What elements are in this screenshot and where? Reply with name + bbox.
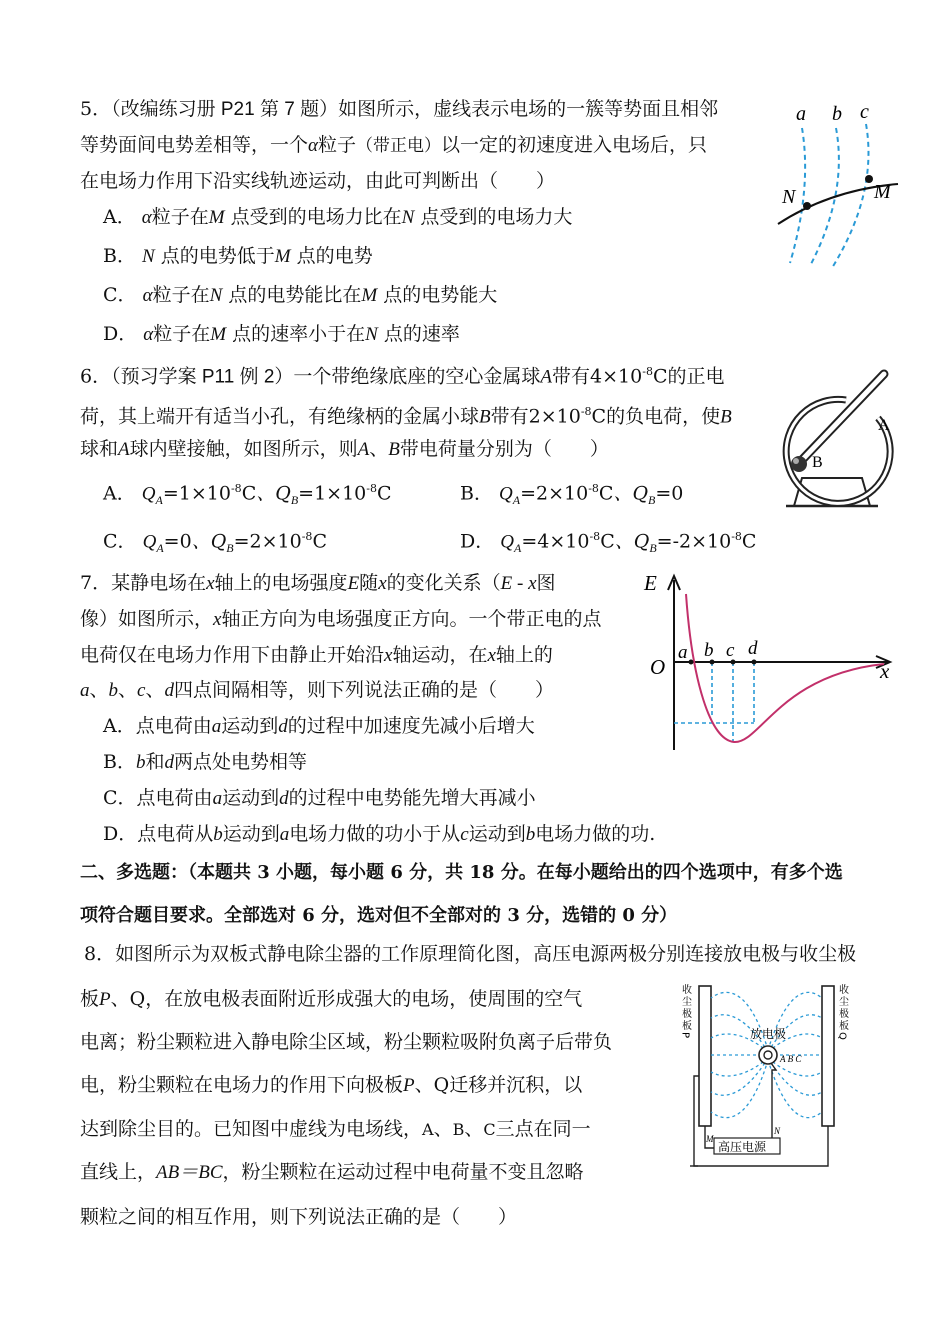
q7-x: x <box>487 645 496 666</box>
section2-heading-line1: 二、多选题：（本题共 3 小题，每小题 6 分，共 18 分。在每小题给出的四个选项中，有多个选 <box>80 862 843 883</box>
q7-text-1c: 随 <box>359 572 379 594</box>
q5-d-text1: 粒子在 <box>153 323 211 345</box>
q7-a-text3: 的过程中加速度先减小后增大 <box>287 715 535 737</box>
q5-point-M <box>865 175 873 183</box>
q7-option-c[interactable] <box>103 786 536 811</box>
q7-text-3a: 电荷仅在电场力作用下由静止开始沿 <box>80 644 385 666</box>
q6-A: A <box>357 439 370 460</box>
q6-a-unit2: C <box>376 482 392 505</box>
q8-precipitator-figure <box>672 970 864 1168</box>
q8-label-abc: A B C <box>780 1054 802 1064</box>
q6-line1 <box>80 360 725 389</box>
q5-alpha: α <box>308 135 318 156</box>
q6-text-3a: 球和 <box>80 438 119 460</box>
q6-b-Q: Q <box>499 483 513 505</box>
q6-text-3c: 、 <box>369 438 389 460</box>
q7-d-text4: 运动到 <box>468 823 526 845</box>
q6-line2 <box>80 400 732 429</box>
q7-d-text5: 电场力做的功. <box>535 823 656 845</box>
q5-c-text2: 点的电势能比在 <box>228 284 362 306</box>
q5-alpha: α <box>143 324 154 345</box>
q7-label-a: a <box>678 642 688 663</box>
q8-text-4a: 电，粉尘颗粒在电场力的作用下向极板 <box>80 1074 404 1096</box>
q8-text-5a: 达到除尘目的。已知图中虚线为电场线， <box>80 1118 423 1140</box>
q5-label-M: M <box>874 181 891 203</box>
q5-equipotential-figure <box>770 98 910 270</box>
q6-d-v2: =-2×10 <box>656 530 732 553</box>
q5-stem-2b: 粒子 <box>318 134 357 156</box>
q7-d-var-b2: b <box>525 824 536 845</box>
q8-Q: Q <box>433 1074 450 1096</box>
q5-option-c[interactable] <box>103 283 497 308</box>
q8-label-N: N <box>774 1126 781 1136</box>
q6-option-a[interactable] <box>103 477 392 512</box>
q8-text-6b: ，粉尘颗粒在运动过程中电荷量不变且忽略 <box>222 1161 584 1183</box>
q6-text-2b: 带有 <box>490 405 529 428</box>
q7-sep1: 、 <box>89 679 109 701</box>
q8-line5 <box>80 1117 591 1142</box>
q7-label-d: d <box>748 638 758 659</box>
q6-a-unit1: C <box>241 482 257 505</box>
q5-option-d-label: D． <box>103 323 138 345</box>
q8-text-2b: ，在放电极表面附近形成强大的电场，使周围的空气 <box>145 988 583 1010</box>
q6-option-d[interactable] <box>460 525 756 560</box>
q8-electrode-core <box>764 1051 772 1059</box>
q7-c-text2: 运动到 <box>222 787 280 809</box>
q5-option-a[interactable] <box>103 205 572 230</box>
q6-a-Q: Q <box>141 483 156 505</box>
q7-b-text1: 和 <box>145 751 165 773</box>
q6-charge2: 2×10 <box>528 405 581 428</box>
q5-a-N: N <box>401 207 415 228</box>
q6-b-v2: =0 <box>655 482 684 505</box>
q8-label-plate-P: 收尘极板P <box>679 984 691 1041</box>
q8-label-electrode: 放电极 <box>750 1027 787 1041</box>
q7-b-var-b: b <box>135 752 146 773</box>
q6-label-B: B <box>812 454 823 471</box>
q6-text-1b: 带有 <box>552 365 591 388</box>
q5-stem-1: 如图所示，虚线表示电场的一簇等势面且相邻 <box>338 98 719 120</box>
q6-d-Q: Q <box>500 531 515 553</box>
q6-unit1: C <box>652 365 668 388</box>
q5-stem-2a: 等势面间电势差相等，一个 <box>80 134 309 156</box>
q7-d-text3: 电场力做的功小于从 <box>289 823 461 845</box>
q7-a: a <box>80 680 90 701</box>
q7-c: c <box>137 680 146 701</box>
q6-text-1a: 一个带绝缘底座的空心金属球 <box>293 365 541 388</box>
q8-P: P <box>99 989 111 1010</box>
q7-d-var-c: c <box>460 824 469 845</box>
q6-ball-highlight <box>793 458 799 464</box>
q7-text-1d: 的变化关系（ <box>386 572 501 594</box>
q5-line2 <box>80 133 707 158</box>
q7-c-text1: 点电荷由 <box>136 787 213 809</box>
q6-charge1: 4×10 <box>590 365 643 388</box>
q7-c-var-d: d <box>279 788 289 809</box>
q5-option-b[interactable] <box>103 244 373 269</box>
q6-B: B <box>479 406 491 428</box>
q6-c-Q2: 、Q <box>191 530 227 553</box>
q6-option-d-label: D． <box>460 530 495 553</box>
q7-line1 <box>80 571 556 596</box>
q7-x: x <box>378 573 387 594</box>
q6-a-subB: B <box>290 493 299 508</box>
q7-text-4b: 四点间隔相等，则下列说法正确的是（ ） <box>173 679 554 701</box>
q8-line6 <box>80 1160 584 1185</box>
q6-B: B <box>388 439 400 460</box>
q5-d-text2: 点的速率小于在 <box>232 323 366 345</box>
q5-point-N <box>803 202 811 210</box>
q7-x: x <box>206 573 215 594</box>
q6-a-Q2: 、Q <box>256 482 291 505</box>
q7-field-curve <box>686 594 884 742</box>
q8-plate-P <box>699 986 711 1126</box>
q6-A: A <box>540 366 553 388</box>
q6-c-exp: -8 <box>301 530 313 543</box>
q6-a-exp2: -8 <box>366 482 377 495</box>
q5-b-N: N <box>142 246 155 267</box>
q5-d-text3: 点的速率 <box>383 323 460 345</box>
q8-plate-Q <box>822 986 834 1126</box>
q5-d-M: M <box>210 324 227 345</box>
q6-c-subA: A <box>156 541 164 556</box>
q6-line3 <box>80 437 609 462</box>
q5-b-M: M <box>274 246 291 267</box>
q6-a-v1: =1×10 <box>162 482 231 505</box>
q8-P: P <box>403 1075 415 1096</box>
q5-a-text3: 点受到的电场力大 <box>420 206 573 228</box>
q7-point-a <box>689 660 694 665</box>
q6-b-Q2: 、Q <box>613 482 649 505</box>
q7-E: E <box>347 573 360 594</box>
q8-sep: 、 <box>414 1074 434 1096</box>
q5-a-text1: 粒子在 <box>151 206 209 228</box>
q6-option-c[interactable] <box>103 525 327 560</box>
q7-text-3b: 轴运动，在 <box>392 644 488 666</box>
q6-c-Q: Q <box>142 531 157 553</box>
q7-label-b: b <box>704 640 714 661</box>
q6-A: A <box>118 439 130 460</box>
q8-text-2a: 板 <box>80 988 100 1010</box>
q6-option-b[interactable] <box>460 477 683 512</box>
q6-a-v2: =1×10 <box>298 482 367 505</box>
q5-option-b-label: B． <box>103 245 136 267</box>
q8-text-5b: 三点在同一 <box>495 1118 591 1140</box>
q6-c-subB: B <box>226 541 234 556</box>
q5-label-N: N <box>782 186 796 208</box>
q7-option-a[interactable] <box>103 714 535 739</box>
q8-text-6a: 直线上， <box>80 1161 157 1183</box>
q6-text-2c: 的负电荷，使 <box>606 405 721 428</box>
q7-point-d <box>752 660 757 665</box>
q7-line2 <box>80 607 601 632</box>
q7-text-1e: 图 <box>536 572 556 594</box>
q7-line4 <box>80 678 554 703</box>
q5-c-N: N <box>209 285 223 306</box>
q5-label-a: a <box>796 103 806 125</box>
q7-label-E: E <box>644 571 657 595</box>
q7-e-x-graph <box>640 570 900 755</box>
q8-Q: Q <box>129 988 146 1010</box>
q6-text-2a: 荷，其上端开有适当小孔，有绝缘柄的金属小球 <box>80 405 480 428</box>
q5-d-N: N <box>365 324 378 345</box>
q7-ex: E - x <box>500 573 537 594</box>
q5-alpha: α <box>142 285 153 306</box>
q8-line7: 颗粒之间的相互作用，则下列说法正确的是（ ） <box>80 1206 518 1228</box>
q6-b-unit1: C <box>598 482 614 505</box>
q6-metal-sphere-figure <box>772 366 912 516</box>
q6-c-v2: =2×10 <box>233 530 302 553</box>
q5-number: 5． <box>80 98 112 120</box>
q7-label-O: O <box>650 655 666 679</box>
q5-stem-2d: 以一定的初速度进入电场后，只 <box>441 134 708 156</box>
q6-d-unit1: C <box>600 530 615 553</box>
q6-c-v1: =0 <box>163 530 192 553</box>
q7-label-x: x <box>880 659 890 683</box>
q8-sep: 、 <box>433 1118 453 1140</box>
q7-label-c: c <box>726 640 735 661</box>
q7-d-text1: 点电荷从 <box>137 823 214 845</box>
q7-text-3c: 轴上的 <box>495 644 553 666</box>
q6-option-b-label: B． <box>460 482 493 505</box>
q6-a-subA: A <box>155 493 163 508</box>
q7-text-1a: 某静电场在 <box>111 572 207 594</box>
q7-b-text2: 两点处电势相等 <box>173 751 307 773</box>
q6-small-ball-B <box>791 456 807 472</box>
q8-line3: 电离；粉尘颗粒进入静电除尘区域，粉尘颗粒吸附负离子后带负 <box>80 1031 613 1053</box>
q7-a-text2: 运动到 <box>221 715 279 737</box>
q6-text-3d: 带电荷量分别为（ ） <box>399 438 609 460</box>
q5-c-text1: 粒子在 <box>152 284 210 306</box>
q5-stem-2c: （带正电） <box>356 136 442 156</box>
q6-option-c-label: C． <box>103 530 137 553</box>
q7-d-text2: 运动到 <box>222 823 280 845</box>
q7-text-2b: 轴正方向为电场强度正方向。一个带正电的点 <box>221 608 602 630</box>
q7-a-text1: 点电荷由 <box>135 715 212 737</box>
q7-c-var-a: a <box>212 788 223 809</box>
q5-line1 <box>80 97 718 122</box>
q6-d-subB: B <box>649 541 657 556</box>
q7-option-d[interactable] <box>103 822 655 847</box>
q8-sep: 、 <box>110 988 130 1010</box>
q7-option-d-label: D． <box>103 823 138 845</box>
q7-x: x <box>384 645 393 666</box>
q7-option-c-label: C． <box>103 787 137 809</box>
q6-label-A: A <box>878 417 890 434</box>
q5-stem-3: 在电场力作用下沿实线轨迹运动，由此可判断出（ ） <box>80 170 556 192</box>
q7-d: d <box>164 680 174 701</box>
q5-a-M: M <box>208 207 225 228</box>
q7-line3 <box>80 643 553 668</box>
q7-option-a-label: A． <box>103 715 136 737</box>
q8-label-power: 高压电源 <box>718 1140 767 1154</box>
q7-sep3: 、 <box>145 679 165 701</box>
q6-unit2: C <box>591 405 607 428</box>
q8-line2 <box>80 987 582 1012</box>
q8-A: A <box>422 1120 434 1139</box>
q5-option-d[interactable] <box>103 322 460 347</box>
q7-b-var-d: d <box>164 752 174 773</box>
q6-d-unit2: C <box>741 530 757 553</box>
q6-number: 6． <box>80 365 112 388</box>
q7-d-var-a: a <box>279 824 290 845</box>
q8-label-plate-Q: 收尘极板Q <box>836 984 848 1042</box>
q8-line4 <box>80 1073 582 1098</box>
q6-d-v1: =4×10 <box>521 530 590 553</box>
q5-a-text2: 点受到的电场力比在 <box>230 206 402 228</box>
q7-x: x <box>213 609 222 630</box>
q5-label-b: b <box>832 103 842 125</box>
q8-label-M: M <box>706 1134 714 1144</box>
q7-a-var-d: d <box>278 716 288 737</box>
q5-option-a-label: A． <box>103 206 136 228</box>
q6-source: （预习学案 P11 例 2） <box>111 366 294 388</box>
q7-text-1b: 轴上的电场强度 <box>214 572 348 594</box>
q5-b-text2: 点的电势 <box>296 245 373 267</box>
q6-b-v1: =2×10 <box>520 482 589 505</box>
q6-b-subB: B <box>648 493 656 508</box>
q7-b: b <box>108 680 119 701</box>
q5-c-text3: 点的电势能大 <box>383 284 498 306</box>
q6-insulating-handle-inner <box>802 374 884 460</box>
q6-B: B <box>720 406 732 428</box>
q6-d-subA: A <box>514 541 522 556</box>
q8-line1: 8．如图所示为双板式静电除尘器的工作原理简化图，高压电源两极分别连接放电极与收尘极 <box>84 943 857 965</box>
q6-a-exp1: -8 <box>230 482 242 495</box>
q6-d-exp2: -8 <box>731 530 742 543</box>
q6-exp1: -8 <box>642 365 653 378</box>
q7-a-var-a: a <box>211 716 222 737</box>
q8-sep: 、 <box>464 1118 484 1140</box>
q6-exp2: -8 <box>580 405 592 418</box>
section2-heading-line2: 项符合题目要求。全部选对 6 分，选对但不全部对的 3 分，选错的 0 分） <box>80 905 678 926</box>
q7-text-2a: 像）如图所示， <box>80 608 214 630</box>
q5-c-M: M <box>361 285 378 306</box>
q7-d-var-b: b <box>213 824 223 845</box>
q5-label-c: c <box>860 101 869 123</box>
q5-b-text1: 点的电势低于 <box>160 245 275 267</box>
q6-b-exp1: -8 <box>588 482 599 495</box>
q8-text-4b: 迁移并沉积，以 <box>449 1074 583 1096</box>
q5-option-c-label: C． <box>103 284 137 306</box>
q6-option-a-label: A． <box>103 482 136 505</box>
q8-ab-eq-bc: AB＝BC <box>156 1162 223 1183</box>
q7-option-b[interactable] <box>103 750 307 775</box>
q6-c-unit: C <box>312 530 327 553</box>
q8-B: B <box>452 1120 465 1139</box>
q6-text-3b: 球内壁接触，如图所示，则 <box>129 438 358 460</box>
q7-option-b-label: B． <box>103 751 136 773</box>
q6-d-exp1: -8 <box>589 530 601 543</box>
q7-number: 7． <box>80 572 112 594</box>
q8-C: C <box>483 1120 496 1139</box>
q6-d-Q2: 、Q <box>614 530 650 553</box>
q7-sep2: 、 <box>118 679 138 701</box>
q6-text-1c: 的正电 <box>667 365 725 388</box>
q5-line3 <box>80 169 555 193</box>
q7-c-text3: 的过程中电势能先增大再减小 <box>288 787 536 809</box>
q6-b-subA: A <box>512 493 521 508</box>
q5-source: （改编练习册 P21 第 7 题） <box>111 99 339 120</box>
q5-alpha: α <box>141 207 152 228</box>
